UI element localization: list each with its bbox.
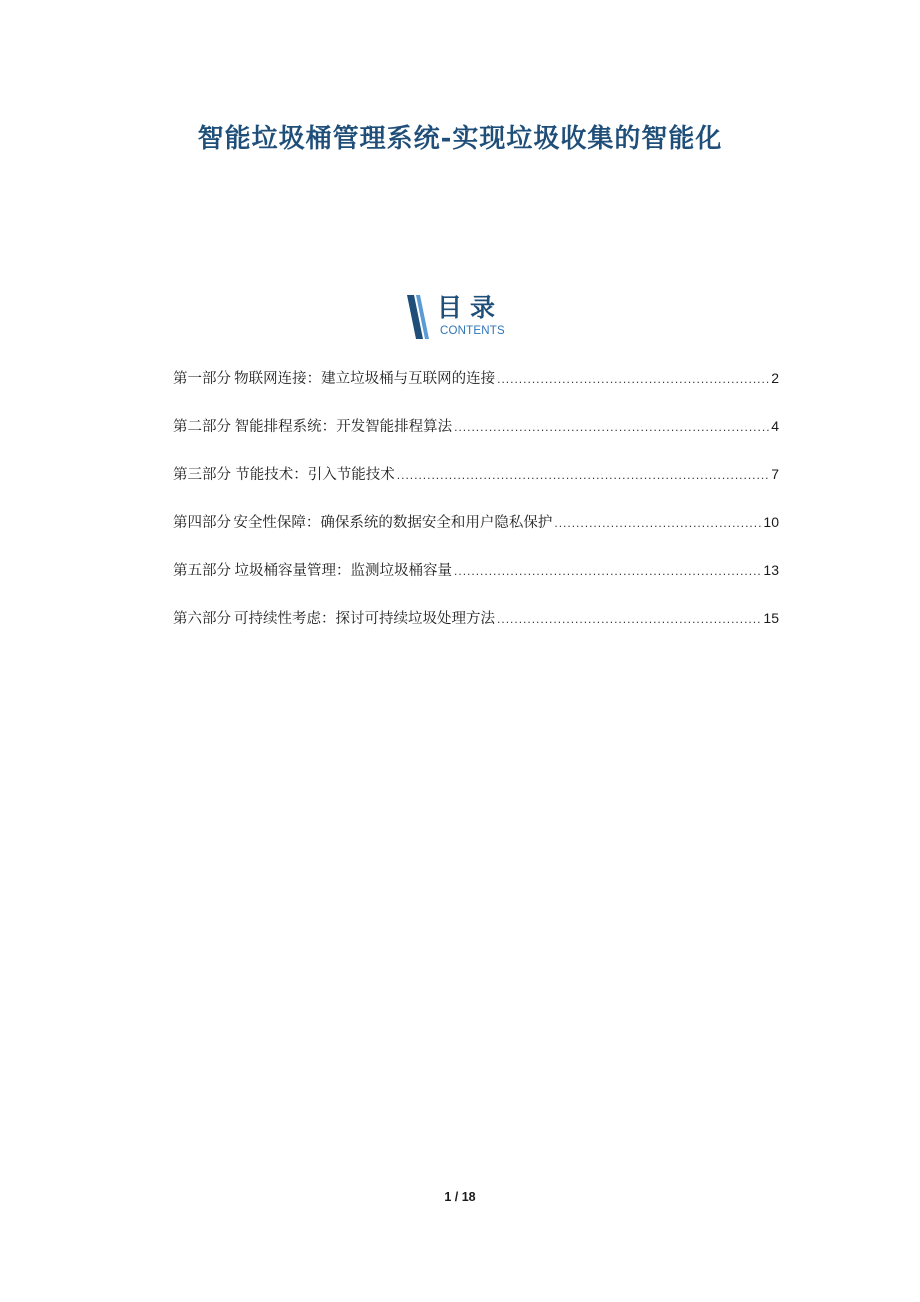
toc-dot-leader	[554, 511, 761, 535]
toc-entry-page: 2	[771, 370, 779, 386]
toc-entry-page: 13	[763, 562, 779, 578]
toc-entry-text: 物联网连接：建立垃圾桶与互联网的连接	[234, 371, 496, 387]
toc-entry-text: 安全性保障：确保系统的数据安全和用户隐私保护	[233, 515, 553, 531]
toc-list	[173, 366, 779, 654]
toc-entry-page: 10	[763, 514, 779, 530]
toc-logo-icon	[407, 295, 429, 339]
toc-entry-page: 4	[771, 418, 779, 434]
toc-entry-part: 第二部分	[173, 419, 231, 435]
toc-entry[interactable]	[173, 510, 779, 534]
toc-entry-part: 第一部分	[173, 371, 231, 387]
toc-entry-text: 垃圾桶容量管理：监测垃圾桶容量	[234, 563, 453, 579]
page-number-footer: 1 / 18	[444, 1190, 476, 1204]
toc-entry-part: 第五部分	[173, 563, 231, 579]
toc-entry[interactable]	[173, 366, 779, 390]
toc-entry[interactable]	[173, 462, 779, 486]
toc-entry-text: 可持续性考虑：探讨可持续垃圾处理方法	[234, 611, 496, 627]
toc-header	[407, 293, 527, 343]
toc-entry-text: 节能技术：引入节能技术	[235, 467, 395, 483]
toc-heading: 目录	[437, 293, 504, 322]
toc-dot-leader	[454, 415, 769, 439]
toc-entry-text: 智能排程系统：开发智能排程算法	[234, 419, 453, 435]
toc-dot-leader	[397, 463, 769, 487]
toc-entry-page: 7	[771, 466, 779, 482]
toc-entry[interactable]	[173, 414, 779, 438]
toc-dot-leader	[497, 607, 761, 631]
toc-entry-page: 15	[763, 610, 779, 626]
toc-entry-part: 第六部分	[173, 611, 231, 627]
toc-entry[interactable]	[173, 558, 779, 582]
toc-subheading: CONTENTS	[440, 325, 505, 337]
toc-dot-leader	[497, 367, 769, 391]
toc-entry-part: 第三部分	[173, 467, 231, 483]
toc-entry[interactable]	[173, 606, 779, 630]
toc-entry-part: 第四部分	[173, 515, 231, 531]
toc-dot-leader	[454, 559, 761, 583]
document-title: 智能垃圾桶管理系统-实现垃圾收集的智能化	[197, 124, 723, 154]
